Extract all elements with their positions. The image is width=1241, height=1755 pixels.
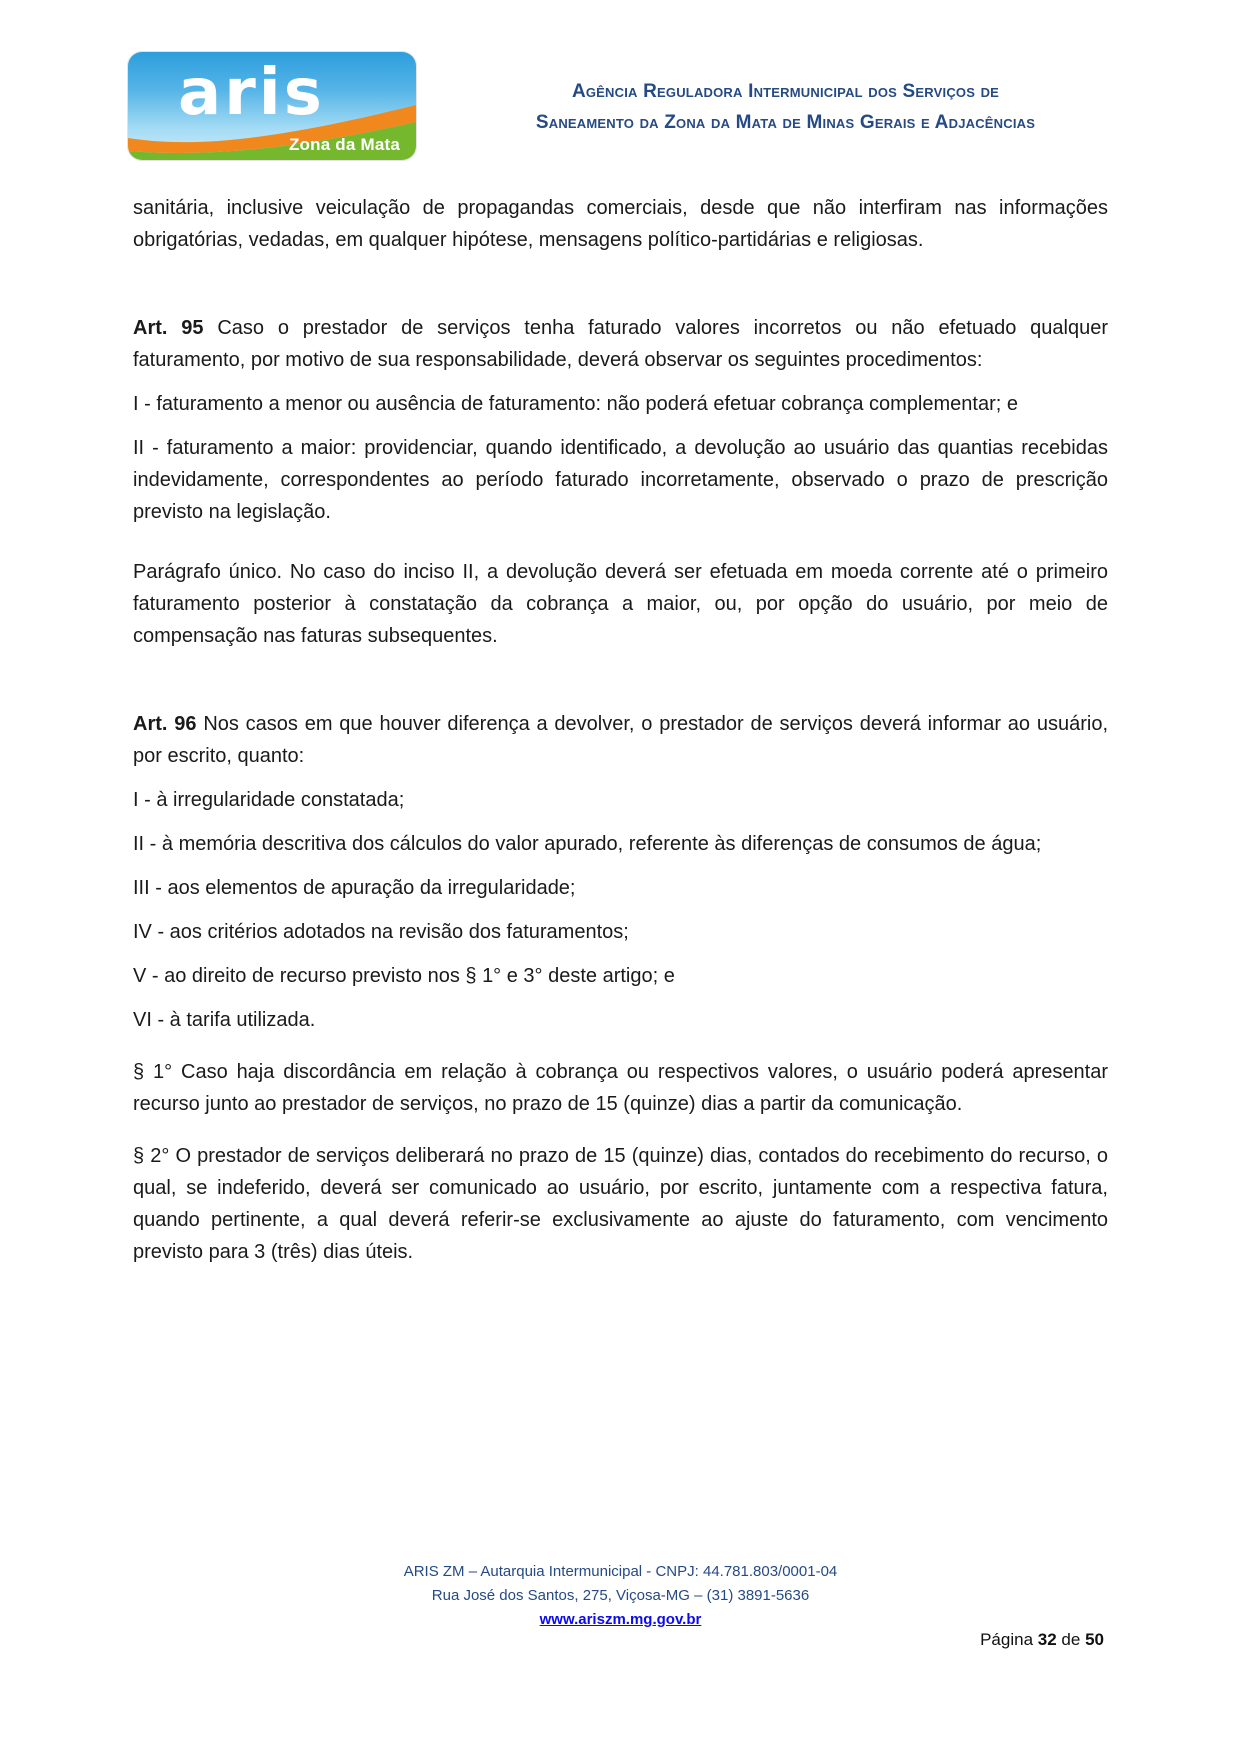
art-95-item-ii: II - faturamento a maior: providenciar, quando identificado, a devolução ao usuário das quantias recebidas indevidamente, correspondentes ao período faturado incorretamente, observado o prazo de prescrição previsto na legislação.	[133, 437, 1108, 523]
logo-tagline: Zona da Mata	[288, 135, 400, 154]
art-95-paragrafo-unico: Parágrafo único. No caso do inciso II, a devolução deverá ser efetuada em moeda corrente até o primeiro faturamento posterior à constatação da cobrança a maior, ou, por opção do usuário, por meio de compensação nas faturas subsequentes.	[133, 561, 1108, 647]
page-number-total: 50	[1085, 1630, 1104, 1649]
page-number	[980, 1630, 1104, 1650]
agency-name-line2: Saneamento da Zona da Mata de Minas Gerais e Adjacências	[535, 112, 1036, 133]
aris-logo	[128, 52, 416, 160]
art-96-item-vi: VI - à tarifa utilizada.	[133, 1009, 316, 1031]
art-96-paragrafo-1: § 1° Caso haja discordância em relação à cobrança ou respectivos valores, o usuário poderá apresentar recurso junto ao prestador de serviços, no prazo de 15 (quinze) dias a partir da comunicação.	[133, 1061, 1108, 1115]
page-number-label: Página	[980, 1630, 1034, 1649]
art-95-item-i: I - faturamento a menor ou ausência de faturamento: não poderá efetuar cobrança complementar; e	[133, 393, 1018, 415]
page-footer	[0, 1560, 1241, 1632]
art-96-item-iv: IV - aos critérios adotados na revisão dos faturamentos;	[133, 921, 629, 943]
page-number-separator: de	[1061, 1630, 1081, 1649]
art-96-item-ii: II - à memória descritiva dos cálculos do valor apurado, referente às diferenças de consumos de água;	[133, 833, 1042, 855]
art-96-label: Art. 96	[133, 713, 197, 735]
page-header	[128, 52, 1115, 160]
art-95-paragraph: Art. 95 Caso o prestador de serviços tenha faturado valores incorretos ou não efetuado qualquer faturamento, por motivo de sua responsabilidade, deverá observar os seguintes procedimentos:	[133, 317, 1108, 371]
art-95-label: Art. 95	[133, 317, 204, 339]
art-96-paragrafo-2: § 2° O prestador de serviços deliberará no prazo de 15 (quinze) dias, contados do recebimento do recurso, o qual, se indeferido, deverá ser comunicado ao usuário, por escrito, juntamente com a respectiva fatura, quando pertinente, a qual deverá referir-se exclusivamente ao ajuste do faturamento, com vencimento previsto para 3 (três) dias úteis.	[133, 1145, 1108, 1263]
body-paragraph-sanitaria: sanitária, inclusive veiculação de propagandas comerciais, desde que não interfiram nas informações obrigatórias, vedadas, em qualquer hipótese, mensagens político-partidárias e religiosas.	[133, 197, 1108, 251]
website-link[interactable]: www.ariszm.mg.gov.br	[539, 1611, 702, 1628]
footer-address-line: Rua José dos Santos, 275, Viçosa-MG – (31) 3891-5636	[431, 1587, 810, 1604]
agency-name-line1: Agência Reguladora Intermunicipal dos Serviços de	[571, 81, 1000, 102]
page-number-current: 32	[1037, 1630, 1057, 1649]
art-96-item-iii: III - aos elementos de apuração da irregularidade;	[133, 877, 576, 899]
document-body	[133, 192, 1108, 1280]
aris-logo-brand-text: aris	[178, 56, 325, 130]
art-96-paragraph: Art. 96 Nos casos em que houver diferença a devolver, o prestador de serviços deverá informar ao usuário, por escrito, quanto:	[133, 713, 1109, 767]
agency-name	[456, 52, 1115, 138]
art-96-item-i: I - à irregularidade constatada;	[133, 789, 405, 811]
footer-org-line: ARIS ZM – Autarquia Intermunicipal - CNPJ: 44.781.803/0001-04	[403, 1563, 838, 1580]
art-96-item-v: V - ao direito de recurso previsto nos § 1° e 3° deste artigo; e	[133, 965, 675, 987]
